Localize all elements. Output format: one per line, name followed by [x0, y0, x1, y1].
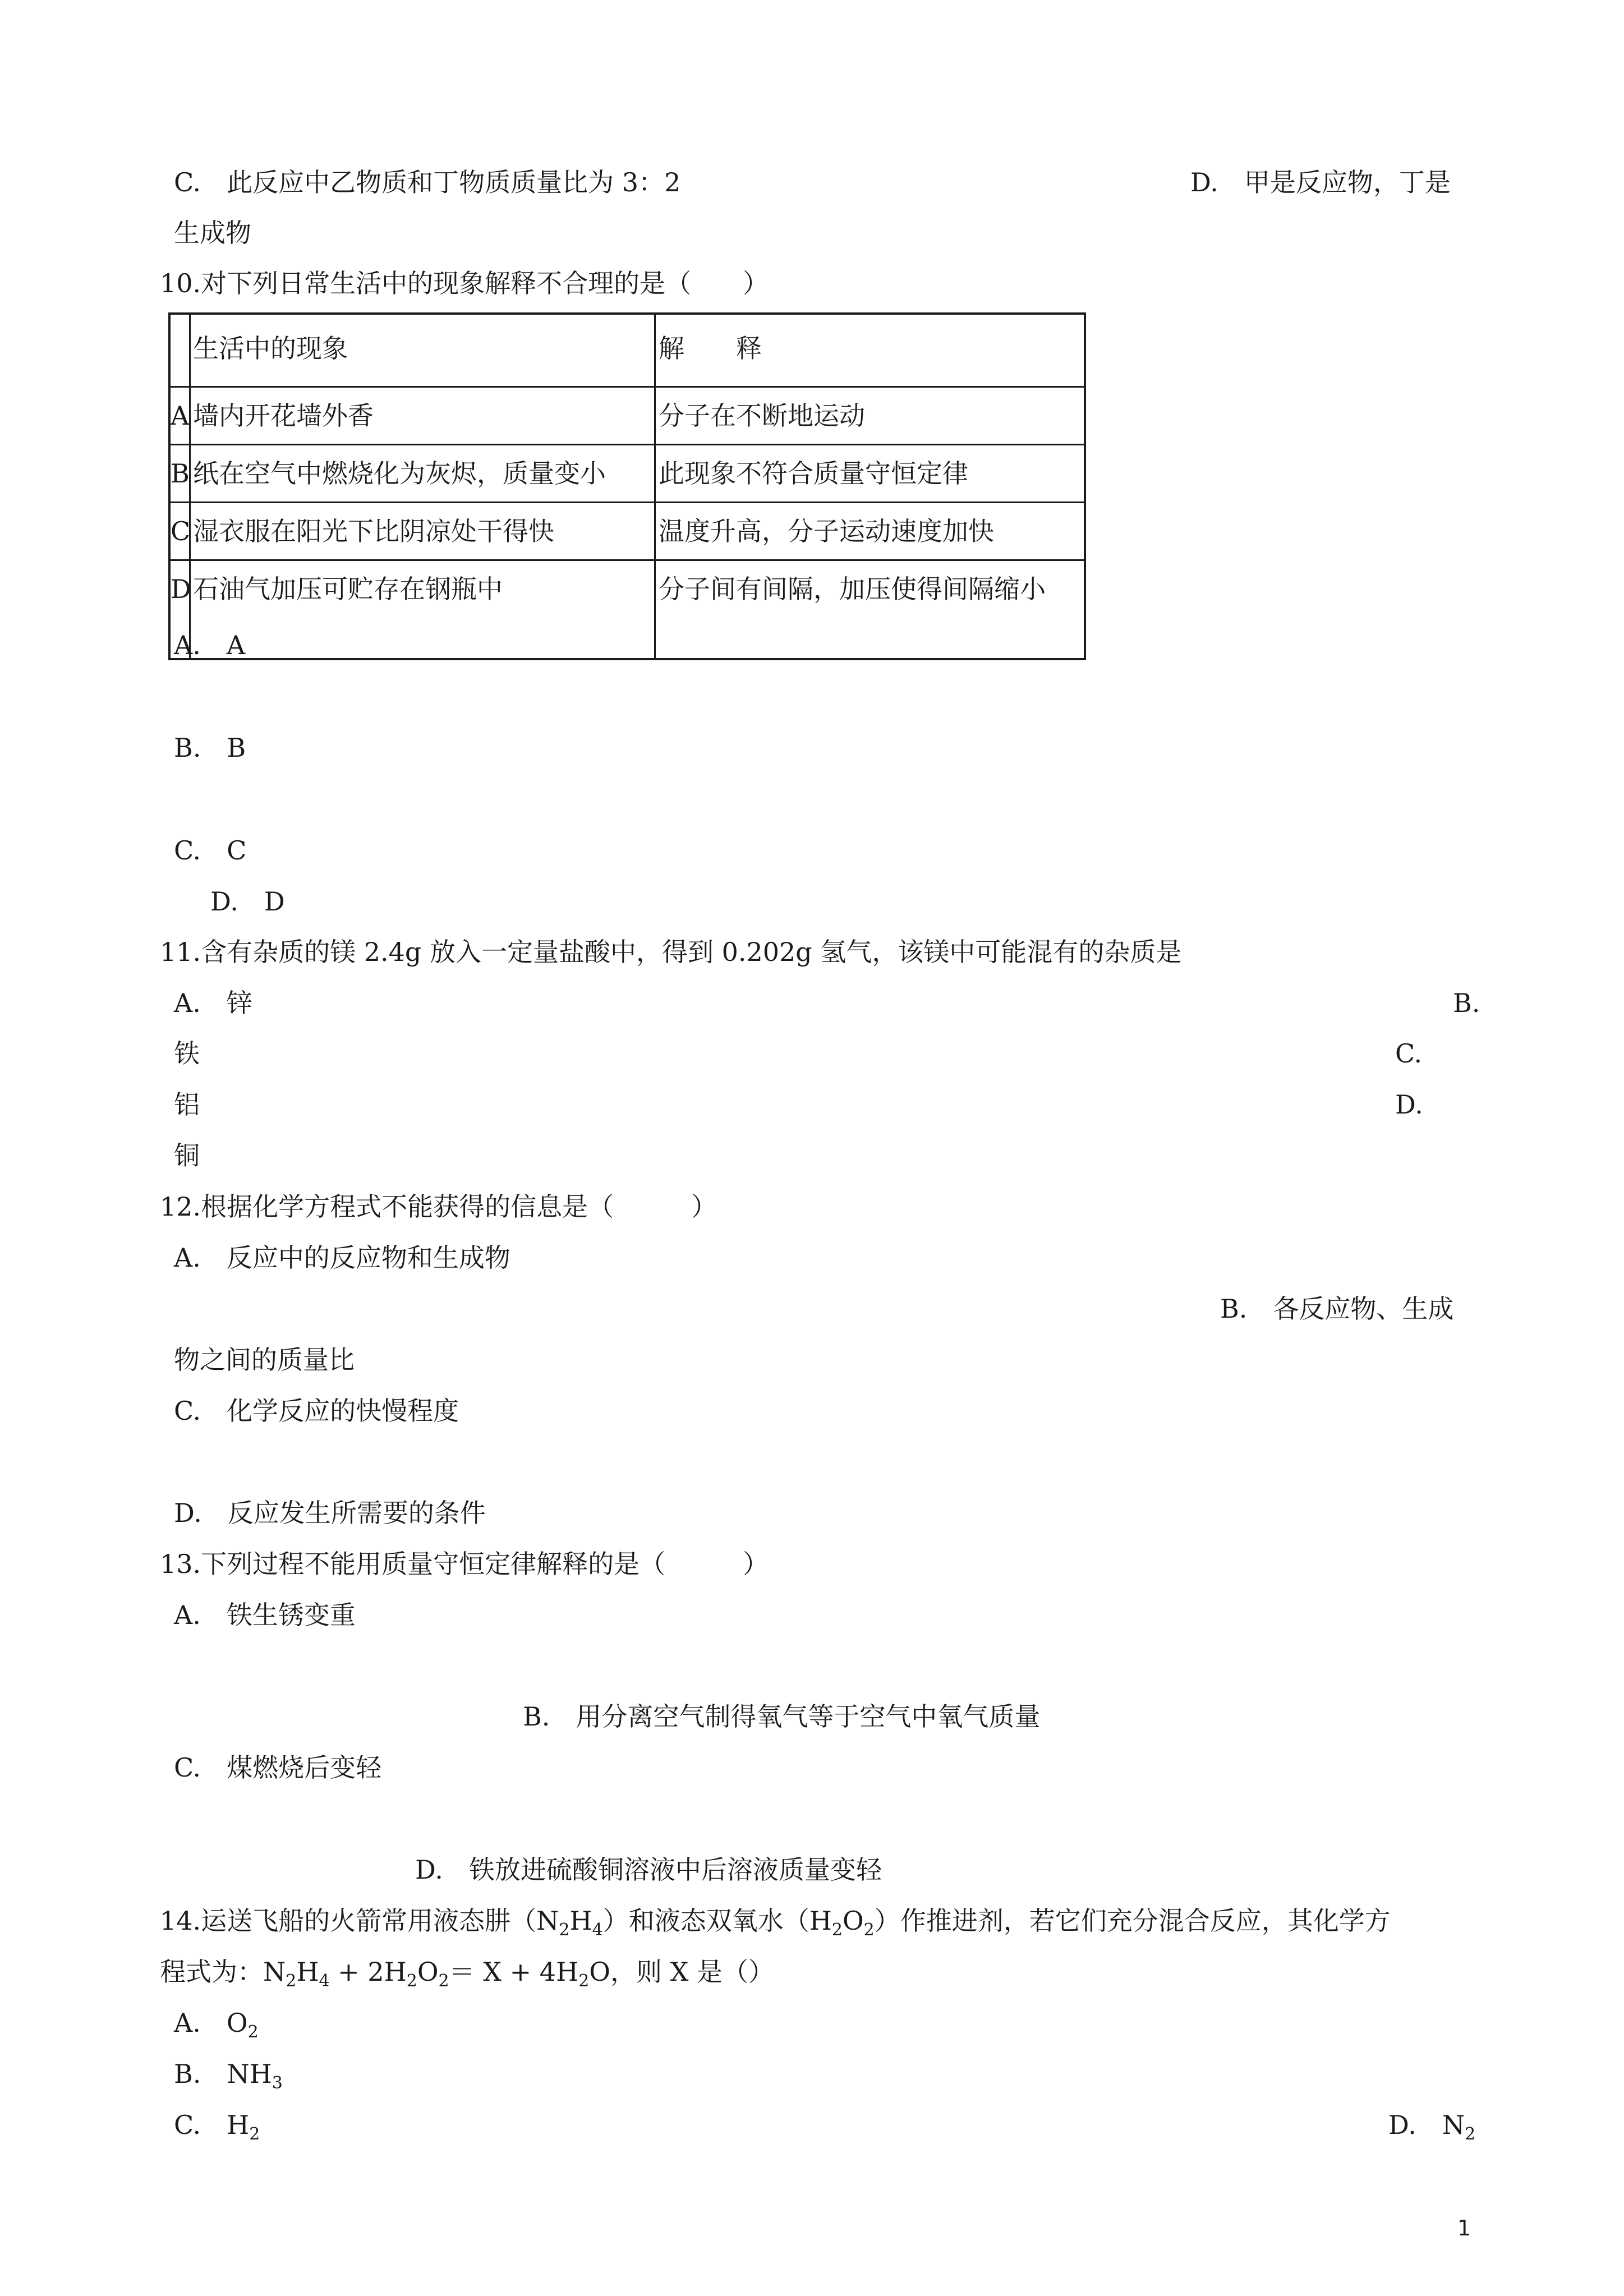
q10-option-a: A. A	[174, 630, 246, 660]
q9-option-c: C. 此反应中乙物质和丁物质质量比为 3：2	[174, 167, 681, 197]
q10-option-d: D. D	[210, 886, 285, 917]
table-row-letter: A	[171, 401, 190, 431]
q12-option-b-continued: 物之间的质量比	[174, 1345, 355, 1375]
q12-stem: 12.根据化学方程式不能获得的信息是（ ）	[160, 1191, 717, 1222]
q11-option-b-text: 铁	[174, 1038, 200, 1069]
table-cell-phenomenon: 石油气加压可贮存在钢瓶中	[193, 574, 503, 604]
q9-option-d-continued: 生成物	[174, 218, 251, 248]
q14-option-a: A. $O_2$	[174, 2008, 259, 2042]
q11-option-b-letter: B.	[1453, 988, 1480, 1018]
q10-option-b: B. B	[174, 733, 246, 763]
table-row-letter: D	[171, 574, 191, 604]
table-header-explanation: 解 释	[659, 333, 762, 364]
q11-option-d-text: 铜	[174, 1140, 200, 1171]
table-cell-explanation: 分子间有间隔，加压使得间隔缩小	[659, 574, 1046, 604]
q13-stem: 13.下列过程不能用质量守恒定律解释的是（ ）	[160, 1549, 769, 1579]
q14-option-c: C. $H_2$	[174, 2110, 260, 2144]
q14-option-d: D. $N_2$	[1388, 2110, 1476, 2144]
q12-option-c: C. 化学反应的快慢程度	[174, 1396, 459, 1426]
table-row-letter: B	[171, 458, 190, 489]
q13-option-a: A. 铁生锈变重	[174, 1600, 356, 1630]
table-cell-phenomenon: 墙内开花墙外香	[193, 401, 374, 431]
table-cell-phenomenon: 纸在空气中燃烧化为灰烬，质量变小	[193, 458, 606, 489]
table-cell-explanation: 分子在不断地运动	[659, 401, 865, 431]
page-number: 1	[1457, 2216, 1471, 2240]
q14-option-b: B. $NH_3$	[174, 2059, 283, 2093]
q13-option-b: B. 用分离空气制得氧气等于空气中氧气质量	[523, 1701, 1041, 1732]
q10-table	[168, 312, 1086, 660]
q13-option-c: C. 煤燃烧后变轻	[174, 1752, 382, 1783]
q12-option-b: B. 各反应物、生成	[1220, 1294, 1454, 1324]
table-row-line	[171, 501, 1084, 503]
q10-option-c: C. C	[174, 835, 247, 866]
table-row-line	[171, 386, 1084, 388]
q14-equation: 程式为：$N_2H_4 + 2H_2O_2= X + 4H_2O$，则 X 是（）	[160, 1957, 774, 1991]
table-cell-explanation: 此现象不符合质量守恒定律	[659, 458, 968, 489]
q12-option-d: D. 反应发生所需要的条件	[174, 1498, 486, 1528]
q11-option-d-letter: D.	[1395, 1089, 1423, 1120]
q11-stem: 11.含有杂质的镁 2.4g 放入一定量盐酸中，得到 0.202g 氢气，该镁中可能混有的杂质是	[160, 937, 1182, 967]
q11-option-c-letter: C.	[1395, 1038, 1423, 1069]
table-header-phenomenon: 生活中的现象	[193, 333, 348, 364]
table-row-letter: C	[171, 516, 191, 546]
table-cell-phenomenon: 湿衣服在阳光下比阴凉处干得快	[193, 516, 554, 546]
table-row-line	[171, 559, 1084, 561]
table-row-line	[171, 444, 1084, 445]
q14-stem: 14.运送飞船的火箭常用液态肼$(N_2H_4)$和液态双氧水$(H_2O_2)$作推进剂，若它们充分混合反应，其化学方	[160, 1906, 1391, 1940]
table-divider	[654, 315, 656, 658]
q10-stem-visible: 10.对下列日常生活中的现象解释不合理的是（ ）	[160, 268, 769, 298]
q13-option-d: D. 铁放进硫酸铜溶液中后溶液质量变轻	[415, 1855, 882, 1885]
table-cell-explanation: 温度升高，分子运动速度加快	[659, 516, 994, 546]
q11-option-c-text: 铝	[174, 1089, 200, 1120]
q12-option-a: A. 反应中的反应物和生成物	[174, 1243, 510, 1273]
q11-option-a: A. 锌	[174, 988, 252, 1018]
q9-option-d: D. 甲是反应物，丁是	[1190, 167, 1451, 197]
